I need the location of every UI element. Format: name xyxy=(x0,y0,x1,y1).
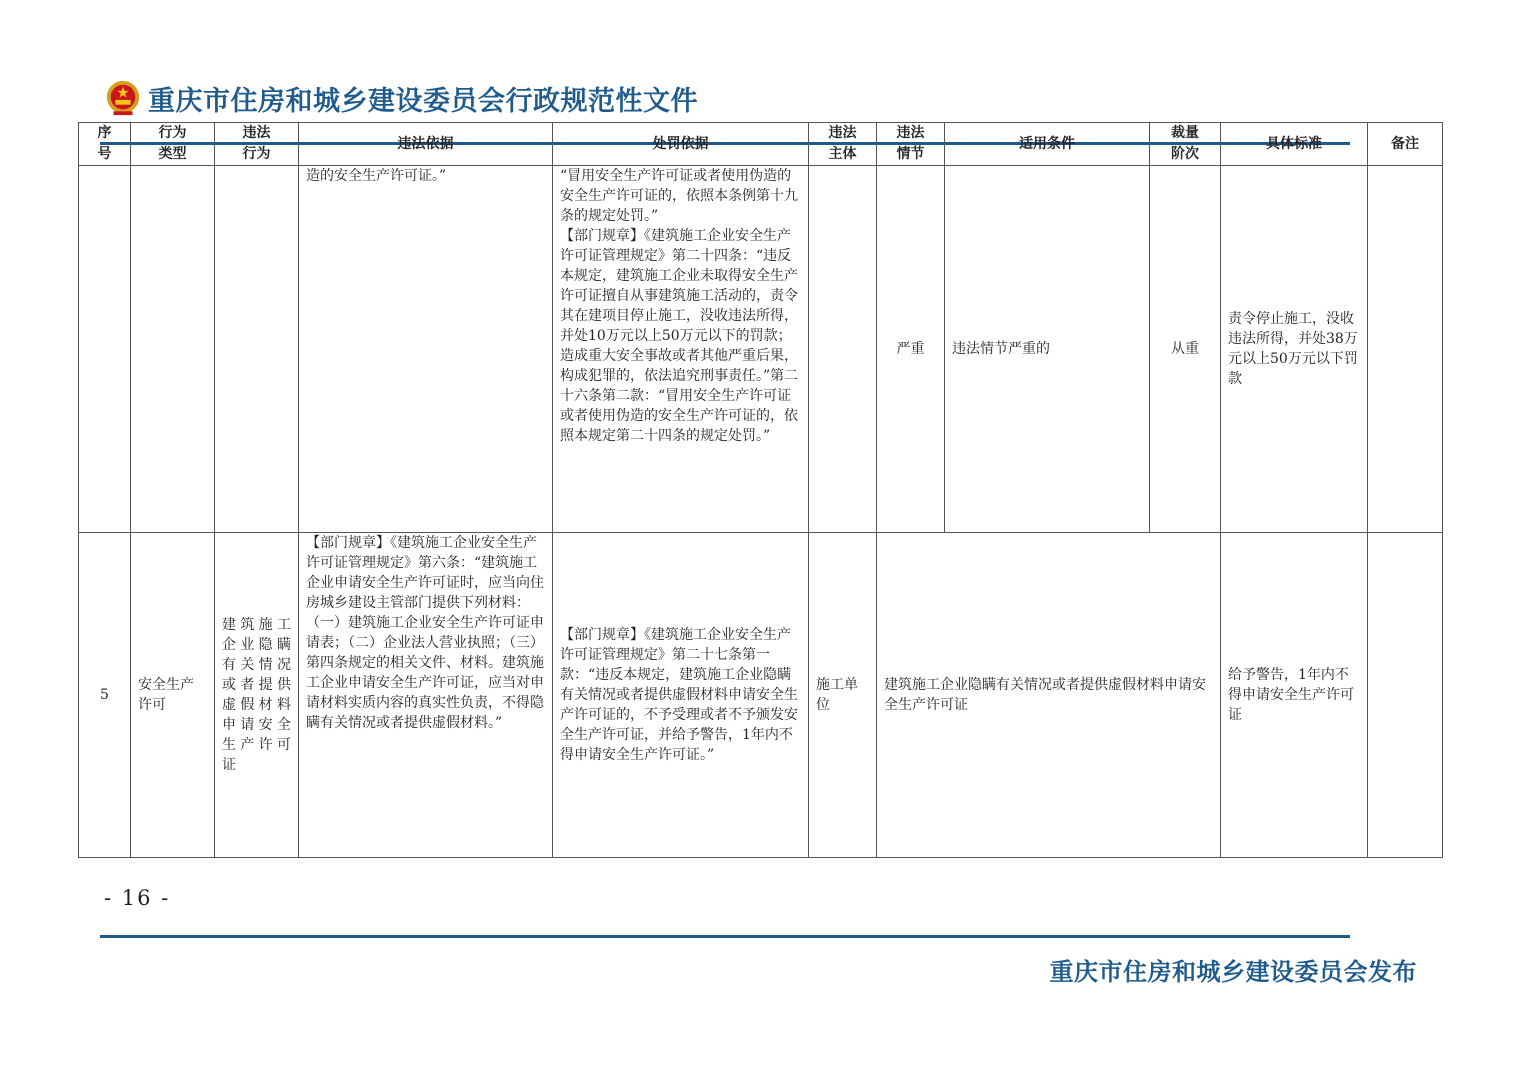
penalty-standards-table xyxy=(78,122,1443,858)
column-header-level: 裁量 阶次 xyxy=(1150,123,1221,166)
column-header-standard: 具体标准 xyxy=(1221,123,1368,166)
cell-seq xyxy=(79,166,131,533)
cell-circumstance: 严重 xyxy=(877,166,945,533)
cell-seq: 5 xyxy=(79,533,131,858)
column-header-remark: 备注 xyxy=(1368,123,1443,166)
column-header-penalty-basis: 处罚依据 xyxy=(553,123,809,166)
cell-type: 安全生产许可 xyxy=(131,533,215,858)
column-header-subject: 违法 主体 xyxy=(809,123,877,166)
table-row xyxy=(79,166,1443,533)
cell-standard: 给予警告，1年内不得申请安全生产许可证 xyxy=(1221,533,1368,858)
cell-penalty-basis: 【部门规章】《建筑施工企业安全生产许可证管理规定》第二十七条第一款：“违反本规定，建筑施工企业隐瞒有关情况或者提供虚假材料申请安全生产许可证的，不予受理或者不予颁发安全生产许可证，并给予警告，1年内不得申请安全生产许可证。” xyxy=(553,533,809,858)
cell-subject xyxy=(809,166,877,533)
national-emblem-icon xyxy=(104,79,142,117)
cell-type xyxy=(131,166,215,533)
cell-act xyxy=(215,166,299,533)
column-header-act: 违法 行为 xyxy=(215,123,299,166)
cell-basis: 【部门规章】《建筑施工企业安全生产许可证管理规定》第六条：“建筑施工企业申请安全生产许可证时，应当向住房城乡建设主管部门提供下列材料：（一）建筑施工企业安全生产许可证申请表；（二）企业法人营业执照；（三）第四条规定的相关文件、材料。建筑施工企业申请安全生产许可证，应当对申请材料实质内容的真实性负责，不得隐瞒有关情况或者提供虚假材料。” xyxy=(299,533,553,858)
cell-penalty-basis: “冒用安全生产许可证或者使用伪造的安全生产许可证的，依照本条例第十九条的规定处罚。” 【部门规章】《建筑施工企业安全生产许可证管理规定》第二十四条：“违反本规定，建筑施工企业未取得安全生产许可证擅自从事建筑施工活动的，责令其在建项目停止施工，没收违法所得，并处10万元以上50万元以下的罚款；造成重大安全事故或者其他严重后果，构成犯罪的，依法追究刑事责任。”第二十六条第二款：“冒用安全生产许可证或者使用伪造的安全生产许可证的，依照本规定第二十四条的规定处罚。” xyxy=(553,166,809,533)
cell-condition: 建筑施工企业隐瞒有关情况或者提供虚假材料申请安全生产许可证 xyxy=(877,533,1221,858)
column-header-basis: 违法依据 xyxy=(299,123,553,166)
header-title: 重庆市住房和城乡建设委员会行政规范性文件 xyxy=(148,85,698,117)
cell-basis: 造的安全生产许可证。” xyxy=(299,166,553,533)
cell-subject: 施工单位 xyxy=(809,533,877,858)
cell-level: 从重 xyxy=(1150,166,1221,533)
cell-remark xyxy=(1368,166,1443,533)
page-number: - 16 - xyxy=(104,886,171,910)
column-header-circumstance: 违法 情节 xyxy=(877,123,945,166)
footer-divider xyxy=(100,935,1350,938)
cell-condition: 违法情节严重的 xyxy=(945,166,1150,533)
footer-publisher: 重庆市住房和城乡建设委员会发布 xyxy=(1049,958,1417,986)
cell-standard: 责令停止施工，没收违法所得，并处38万元以上50万元以下罚款 xyxy=(1221,166,1368,533)
column-header-seq: 序 号 xyxy=(79,123,131,166)
table-row xyxy=(79,533,1443,858)
cell-act: 建筑施工企业隐瞒有关情况或者提供虚假材料申请安全生产许可证 xyxy=(215,533,299,858)
column-header-type: 行为 类型 xyxy=(131,123,215,166)
document-header xyxy=(104,76,698,120)
table-header-row xyxy=(79,123,1443,166)
column-header-condition: 适用条件 xyxy=(945,123,1150,166)
cell-remark xyxy=(1368,533,1443,858)
